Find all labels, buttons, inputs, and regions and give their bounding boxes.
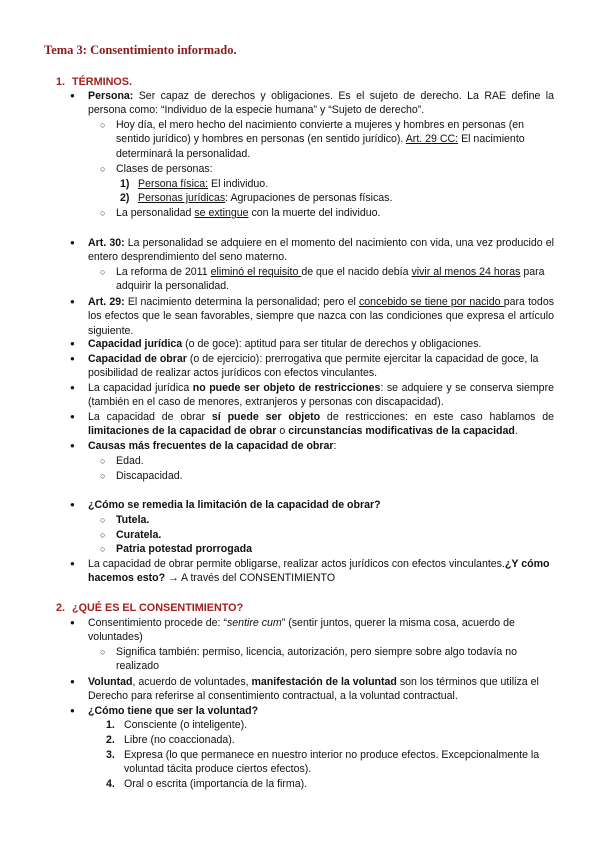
vol-bold: manifestación de la voluntad (251, 676, 397, 688)
bullet-persona (88, 89, 554, 118)
section-1-title: TÉRMINOS. (72, 76, 132, 88)
persona-fisica-link: Persona física: (138, 178, 209, 190)
art30-label: Art. 30: (88, 237, 125, 249)
bullet-causas (88, 439, 554, 453)
disc-text: Discapacidad. (116, 470, 183, 482)
causas-text: Causas más frecuentes de la capacidad de obrar (88, 440, 334, 452)
cj-text: (o de goce): aptitud para ser titular de derechos y obligaciones. (182, 338, 482, 350)
vol-label: Voluntad (88, 676, 133, 688)
bullet-capacidad-juridica (88, 337, 554, 351)
cor-bold-1: sí puede ser objeto (211, 411, 321, 423)
causa-edad (116, 454, 144, 468)
item-4-number: 4. (106, 778, 115, 790)
sub-significa (116, 645, 556, 674)
art29-a: El nacimiento determina la personalidad; pero el (124, 296, 359, 308)
document-title: Tema 3: Consentimiento informado. (44, 43, 237, 57)
item-3-number: 3. (106, 749, 115, 761)
patria-text: Patria potestad prorrogada (116, 543, 252, 555)
art29cc-link: Art. 29 CC: (405, 133, 459, 146)
bullet-procede (88, 616, 554, 645)
clase-1-text: El individuo. (208, 178, 269, 190)
sub-hoy-dia (116, 118, 556, 161)
bullet-art-30 (88, 236, 554, 265)
cor-bold-2: limitaciones de la capacidad de obrar (88, 425, 277, 438)
sub-clases (116, 162, 556, 176)
bullet-art-29 (88, 295, 554, 338)
reforma-a: La reforma de 2011 (116, 266, 211, 278)
remedia-text: ¿Cómo se remedia la limitación de la capacidad de obrar? (88, 499, 381, 511)
section-1-heading (56, 75, 132, 89)
como-text: ¿Cómo tiene que ser la voluntad? (88, 705, 259, 717)
art29-link: concebido se tiene por nacido (358, 296, 504, 308)
item-4-text: Oral o escrita (importancia de la firma). (124, 778, 308, 790)
co-text: (o de ejercicio): prerrogativa que permite ejercitar la capacidad de goce, la posibilidad de realizar actos jurídicos con efectos vinculantes. (88, 353, 539, 380)
remedio-patria (116, 542, 252, 556)
tutela-text: Tutela. (116, 514, 150, 526)
section-2-heading (56, 601, 243, 615)
clase-1 (138, 177, 268, 191)
persona-label: Persona: (88, 90, 134, 102)
section-2-number: 2. (56, 602, 66, 614)
clases-text: Clases de personas: (116, 163, 213, 175)
extingue-b: con la muerte del individuo. (248, 207, 381, 219)
reforma-c: para adquirir la personalidad. (116, 266, 545, 293)
proc-italic: sentire cum (226, 617, 282, 629)
bullet-voluntad (88, 675, 554, 704)
art29-b: para todos los efectos que le sean favorables, siempre que nazca con las condiciones que expresa el artículo siguiente. (88, 296, 555, 337)
reforma-b: de que el nacido debía (301, 266, 412, 278)
hoy-text-b: El nacimiento determinará la personalidad. (116, 133, 525, 160)
signif-text: Significa también: permiso, licencia, autorización, pero siempre sobre algo todavía no realizado (116, 646, 518, 673)
cjr-a: La capacidad jurídica (88, 382, 193, 394)
persona-text: Ser capaz de derechos y obligaciones. Es el sujeto de derecho. La RAE define la persona como: “Individuo de la especie humana” y “Sujeto de derecho”. (88, 90, 554, 117)
causa-discapacidad (116, 469, 183, 483)
edad-text: Edad. (116, 455, 144, 467)
art30-text: La personalidad se adquiere en el momento del nacimiento con vida, una vez producido el entero desprendimiento del seno materno. (88, 237, 555, 264)
remedio-tutela (116, 513, 149, 527)
bullet-obligarse (88, 557, 556, 586)
bullet-co-restricciones (88, 410, 554, 439)
bullet-capacidad-obrar (88, 352, 554, 381)
item-1-text: Consciente (o inteligente). (124, 719, 248, 731)
personas-juridicas-link: Personas jurídicas (138, 192, 226, 204)
item-2-number: 2. (106, 734, 115, 746)
clase-1-number: 1) (120, 178, 130, 190)
item-2-text: Libre (no coaccionada). (124, 734, 235, 746)
cjr-b: : se adquiere y se conserva siempre (también en el caso de menores, extranjeros y personas con discapacidad). (88, 382, 554, 409)
section-2-title: ¿QUÉ ES EL CONSENTIMIENTO? (72, 602, 244, 614)
remedio-curatela (116, 528, 161, 542)
art29-label: Art. 29: (88, 296, 125, 308)
oblig-bold: ¿Y cómo hacemos esto? (88, 558, 550, 585)
cor-bold-3: circunstancias modificativas de la capacidad (288, 425, 515, 438)
cor-a: La capacidad de obrar (88, 411, 212, 423)
clase-2-text: : Agrupaciones de personas físicas. (225, 192, 393, 204)
extingue-a: La personalidad (116, 207, 195, 219)
vol-a: , acuerdo de voluntades, (132, 676, 252, 688)
clase-2-number: 2) (120, 192, 130, 204)
reforma-link-1: eliminó el requisito (210, 266, 302, 278)
proc-a: Consentimiento procede de: “ (88, 617, 227, 629)
oblig-a: La capacidad de obrar permite obligarse, realizar actos jurídicos con efectos vinculantes. (88, 558, 505, 570)
sub-extingue (116, 206, 556, 220)
cor-d: . (514, 425, 518, 438)
cor-c: o (276, 425, 289, 438)
item-3-text: Expresa (lo que permanece en nuestro interior no produce efectos. Excepcionalmente la voluntad tácita produce ciertos efectos). (124, 749, 540, 776)
extingue-link: se extingue (194, 207, 249, 219)
cjr-bold: no puede ser objeto de restricciones (192, 382, 381, 394)
causas-colon: : (333, 440, 337, 452)
bullet-cj-restricciones (88, 381, 554, 410)
cor-b: de restricciones: en este caso hablamos de (320, 411, 554, 423)
sub-reforma (116, 265, 556, 294)
cj-label: Capacidad jurídica (88, 338, 183, 350)
bullet-remedia (88, 498, 554, 512)
reforma-link-2: vivir al menos 24 horas (411, 266, 521, 278)
clase-2 (138, 191, 392, 205)
curatela-text: Curatela. (116, 529, 162, 541)
co-label: Capacidad de obrar (88, 353, 187, 365)
hoy-text-a: Hoy día, el mero hecho del nacimiento convierte a mujeres y hombres en personas (en sentido jurídico) y hombres en personas (en sentido jurídico). (116, 119, 525, 146)
proc-b: ” (sentir juntos, querer la misma cosa, acuerdo de voluntades) (88, 617, 515, 644)
bullet-como-voluntad (88, 704, 554, 718)
item-1-number: 1. (106, 719, 115, 731)
oblig-b: → A través del CONSENTIMIENTO (165, 572, 336, 585)
vol-b: son los términos que utiliza el Derecho para referirse al consentimiento contractual, a la voluntad contractual. (88, 676, 539, 703)
section-1-number: 1. (56, 76, 66, 88)
